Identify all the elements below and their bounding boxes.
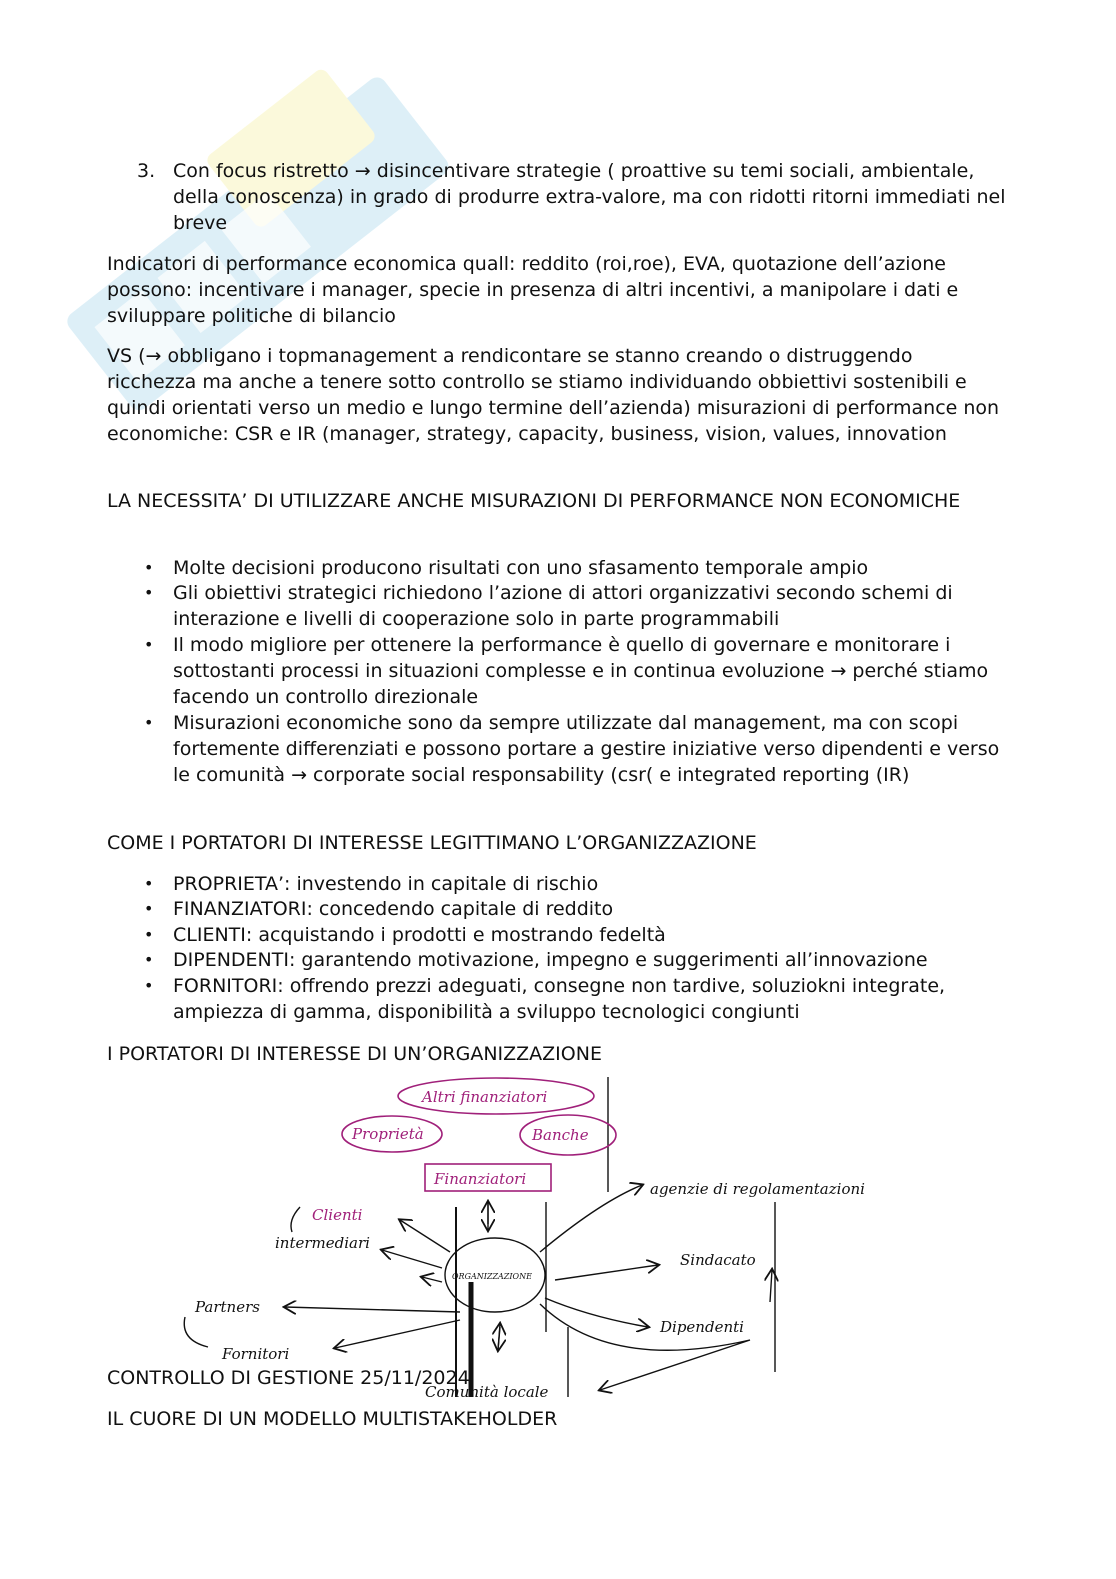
list-item-text: Molte decisioni producono risultati con uno sfasamento temporale ampio <box>173 557 869 579</box>
stakeholder-diagram <box>160 1072 1000 1412</box>
label-sindacato: Sindacato <box>680 1251 756 1269</box>
label-organizzazione: ORGANIZZAZIONE <box>452 1272 532 1281</box>
list-item-text: Con focus ristretto → disincentivare strategie ( proattive su temi sociali, ambientale, della conoscenza) in grado di produrre extra-valore, ma con ridotti ritorni immediati nel breve <box>173 160 1006 234</box>
list-item-text: FORNITORI: offrendo prezzi adeguati, consegne non tardive, soluziokni integrate, ampiezza di gamma, disponibilità a sviluppo tecnologici congiunti <box>173 975 946 1023</box>
heading-cuore-modello: IL CUORE DI UN MODELLO MULTISTAKEHOLDER <box>107 1408 558 1430</box>
label-banche: Banche <box>532 1126 589 1144</box>
list-item <box>107 710 1007 788</box>
list-item-text: Il modo migliore per ottenere la performance è quello di governare e monitorare i sottostanti processi in situazioni complesse e in continua evoluzione → perché stiamo facendo un controllo direzionale <box>173 634 989 708</box>
list-number: 3. <box>137 160 156 182</box>
list-item-text: FINANZIATORI: concedendo capitale di reddito <box>173 898 614 920</box>
bullet-icon: • <box>144 976 154 995</box>
list-item <box>107 973 1007 1025</box>
label-finanziatori: Finanziatori <box>434 1170 527 1188</box>
list-item <box>107 896 1007 922</box>
list-item <box>107 947 1007 973</box>
list-item <box>107 922 1007 948</box>
list-item-text: Gli obiettivi strategici richiedono l’azione di attori organizzativi secondo schemi di interazione e livelli di cooperazione solo in parte programmabili <box>173 582 953 630</box>
bullet-icon: • <box>144 635 154 654</box>
bullet-icon: • <box>144 583 154 602</box>
list-item-text: PROPRIETA’: investendo in capitale di rischio <box>173 873 599 895</box>
heading-portatori-legittimano: COME I PORTATORI DI INTERESSE LEGITTIMANO L’ORGANIZZAZIONE <box>107 832 757 854</box>
paragraph-indicatori: Indicatori di performance economica quall: reddito (roi,roe), EVA, quotazione dell’azione possono: incentivare i manager, specie in presenza di altri incentivi, a manipolare i dati e sviluppare politiche di bilancio <box>107 253 959 327</box>
label-intermediari: intermediari <box>275 1234 370 1252</box>
label-comunita-locale: Comunità locale <box>425 1383 549 1401</box>
list-item <box>107 555 1007 581</box>
bullet-icon: • <box>144 899 154 918</box>
list-item <box>107 632 1007 710</box>
heading-necessita: LA NECESSITA’ DI UTILIZZARE ANCHE MISURAZIONI DI PERFORMANCE NON ECONOMICHE <box>107 490 961 512</box>
label-altri-finanziatori: Altri finanziatori <box>422 1088 548 1106</box>
label-proprieta: Proprietà <box>352 1125 424 1143</box>
label-dipendenti: Dipendenti <box>660 1318 744 1336</box>
list-item-text: CLIENTI: acquistando i prodotti e mostrando fedeltà <box>173 924 666 946</box>
list-item <box>107 871 1007 897</box>
label-partners: Partners <box>195 1298 260 1316</box>
bullet-icon: • <box>144 713 154 732</box>
bullet-icon: • <box>144 558 154 577</box>
bullet-icon: • <box>144 925 154 944</box>
list-item-text: Misurazioni economiche sono da sempre utilizzate dal management, ma con scopi fortemente differenziati e possono portare a gestire iniziative verso dipendenti e verso le comunità → corporate social responsability (csr( e integrated reporting (IR) <box>173 712 1000 786</box>
heading-portatori-organizzazione: I PORTATORI DI INTERESSE DI UN’ORGANIZZAZIONE <box>107 1043 602 1065</box>
label-clienti: Clienti <box>312 1206 363 1224</box>
bullet-icon: • <box>144 950 154 969</box>
list-item-text: DIPENDENTI: garantendo motivazione, impegno e suggerimenti all’innovazione <box>173 949 928 971</box>
heading-controllo-gestione: CONTROLLO DI GESTIONE 25/11/2024 <box>107 1367 470 1389</box>
label-agenzie: agenzie di regolamentazioni <box>650 1180 865 1198</box>
label-fornitori: Fornitori <box>222 1345 290 1363</box>
numbered-list-item <box>107 158 1007 236</box>
bullet-icon: • <box>144 874 154 893</box>
paragraph-vs: VS (→ obbligano i topmanagement a rendicontare se stanno creando o distruggendo ricchezza ma anche a tenere sotto controllo se stiamo individuando obbiettivi sostenibili e quindi orientati verso un medio e lungo termine dell’azienda) misurazioni di performance non economiche: CSR e IR (manager, strategy, capacity, business, vision, values, innovation <box>107 345 1000 445</box>
list-item <box>107 580 1007 632</box>
